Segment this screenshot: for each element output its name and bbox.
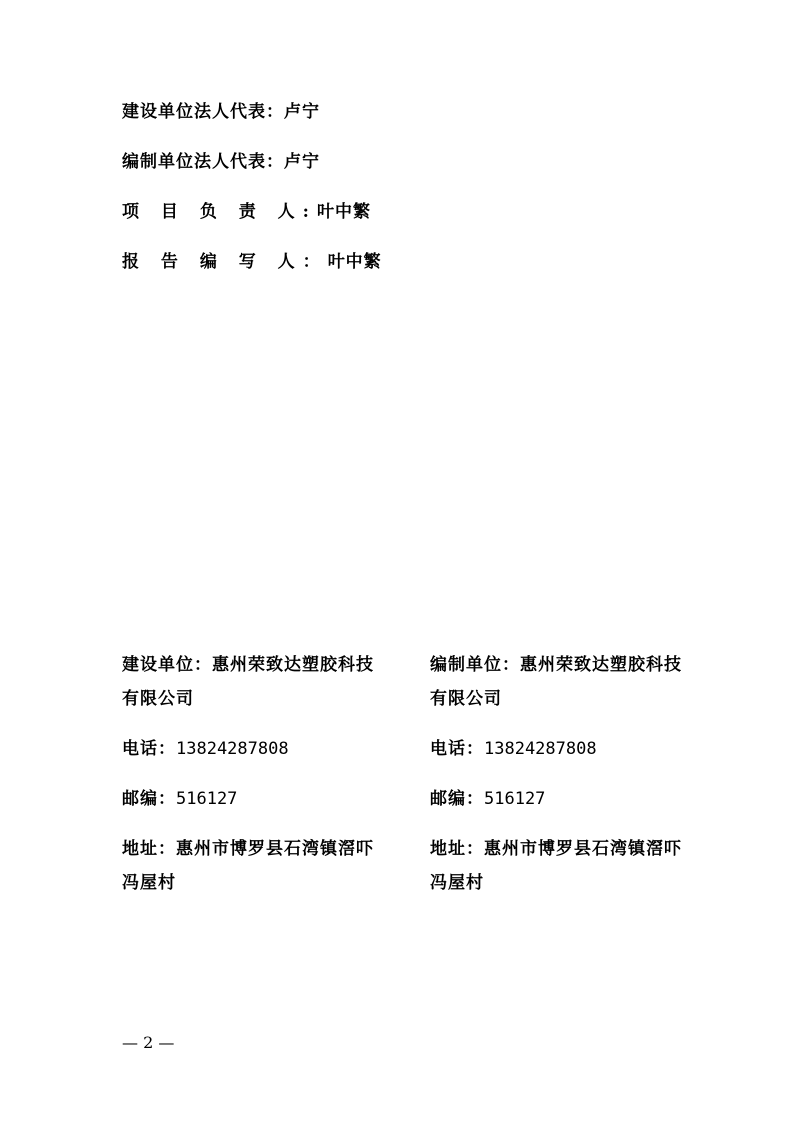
editor-address-line1: 惠州市博罗县石湾镇滘吓 — [484, 839, 682, 859]
editor-unit-name-line1: 惠州荣致达塑胶科技 — [520, 655, 682, 675]
editor-address-label: 地址： — [430, 839, 484, 859]
editor-legal-rep-value: 卢宁 — [284, 152, 320, 172]
builder-unit-name-line1: 惠州荣致达塑胶科技 — [212, 655, 374, 675]
builder-phone-row — [122, 734, 397, 784]
page-number: — 2 — — [122, 1033, 175, 1052]
editor-info-block — [430, 650, 705, 893]
builder-address-line1: 惠州市博罗县石湾镇滘吓 — [176, 839, 374, 859]
editor-postcode-value: 516127 — [484, 789, 546, 809]
builder-postcode-value: 516127 — [176, 789, 238, 809]
builder-legal-rep-label: 建设单位法人代表： — [122, 102, 284, 122]
builder-address-label: 地址： — [122, 839, 176, 859]
builder-address-line2: 冯屋村 — [122, 873, 176, 893]
editor-legal-rep-label: 编制单位法人代表： — [122, 152, 284, 172]
project-lead-value: 叶中繁 — [316, 202, 371, 222]
editor-address-row — [430, 834, 705, 868]
report-writer-value: 叶中繁 — [327, 252, 382, 272]
editor-unit-row — [430, 650, 705, 684]
editor-phone-value: 13824287808 — [484, 739, 597, 759]
builder-address-row — [122, 834, 397, 868]
editor-address-line2: 冯屋村 — [430, 873, 484, 893]
report-writer-line — [122, 247, 382, 272]
builder-legal-rep-line — [122, 97, 320, 122]
editor-unit-name-line2: 有限公司 — [430, 689, 502, 709]
project-lead-line — [122, 197, 371, 222]
builder-phone-value: 13824287808 — [176, 739, 289, 759]
project-lead-label: 项 目 负 责 人: — [122, 202, 317, 222]
report-writer-label: 报 告 编 写 人： — [122, 252, 328, 272]
builder-unit-row — [122, 650, 397, 684]
builder-info-block — [122, 650, 397, 893]
builder-legal-rep-value: 卢宁 — [284, 102, 320, 122]
builder-phone-label: 电话： — [122, 739, 176, 759]
editor-postcode-row — [430, 784, 705, 834]
builder-unit-name-line2: 有限公司 — [122, 689, 194, 709]
editor-legal-rep-line — [122, 147, 320, 172]
editor-unit-label: 编制单位： — [430, 655, 520, 675]
editor-phone-label: 电话： — [430, 739, 484, 759]
builder-unit-label: 建设单位： — [122, 655, 212, 675]
editor-postcode-label: 邮编： — [430, 789, 484, 809]
builder-postcode-label: 邮编： — [122, 789, 176, 809]
builder-postcode-row — [122, 784, 397, 834]
editor-phone-row — [430, 734, 705, 784]
